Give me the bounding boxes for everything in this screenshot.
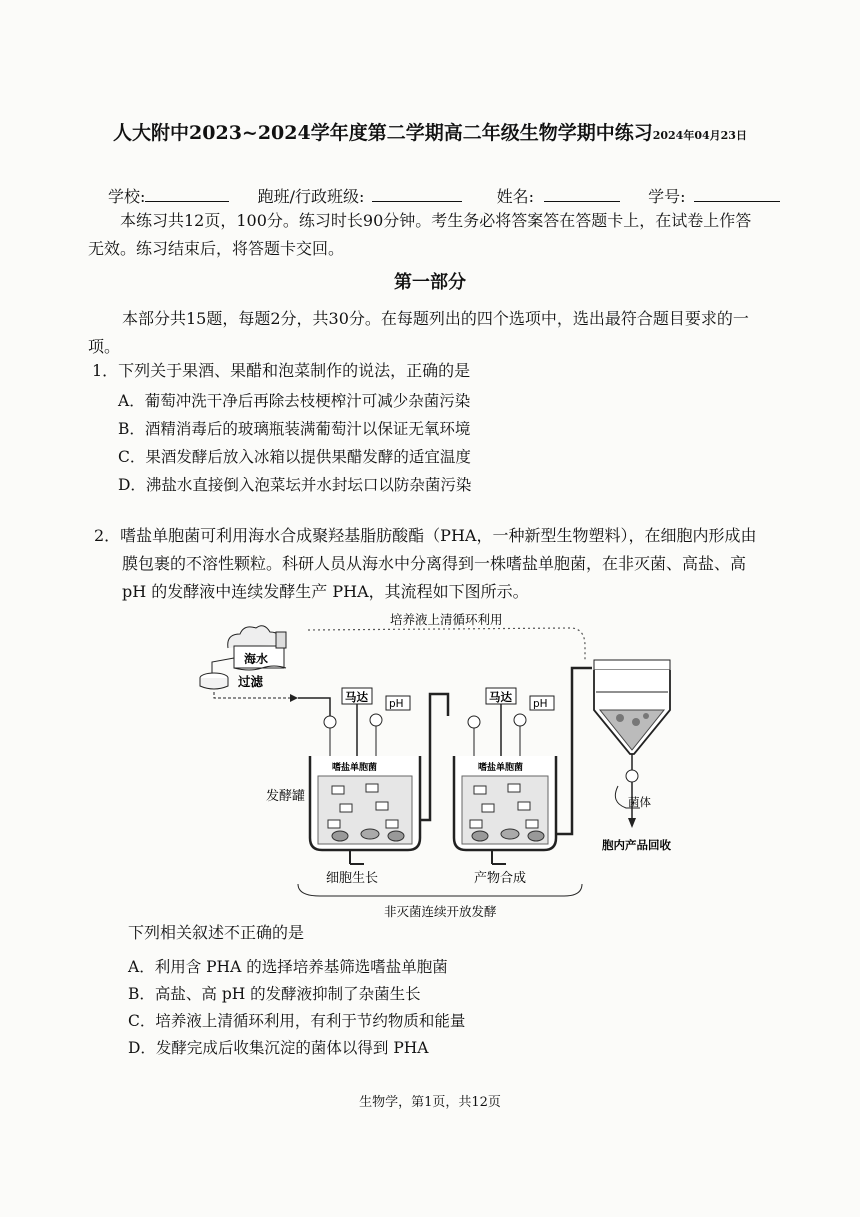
part-instruction-1: 本部分共15题，每题2分，共30分。在每题列出的四个选项中，选出最符合题目要求的一 [122, 309, 749, 328]
q1-option-d[interactable]: D．沸盐水直接倒入泡菜坛并水封坛口以防杂菌污染 [118, 476, 472, 494]
seawater-label: 海水 [244, 652, 269, 666]
q1-option-a[interactable]: A．葡萄冲洗干净后再除去枝梗榨汁可减少杂菌污染 [118, 392, 471, 410]
exam-title: 人大附中2023~2024学年度第二学期高二年级生物学期中练习 [113, 122, 653, 144]
fermentation-diagram [190, 606, 690, 924]
outlet-pipe [556, 668, 592, 834]
intro-line-1: 本练习共12页，100分。练习时长90分钟。考生务必将答案答在答题卡上，在试卷上作答 [120, 211, 752, 230]
q2-option-c[interactable]: C．培养液上清循环利用，有利于节约物质和能量 [128, 1012, 466, 1030]
motor-1-label: 马达 [345, 690, 368, 704]
intro-line-2: 无效。练习结束后，将答题卡交回。 [88, 239, 345, 258]
bacteria-2-label: 嗜盐单胞菌 [478, 763, 524, 773]
bacteria-1-label: 嗜盐单胞菌 [332, 763, 378, 773]
cells-label: 菌体 [628, 795, 651, 809]
q1-option-b[interactable]: B．酒精消毒后的玻璃瓶装满葡萄汁以保证无氧环境 [118, 420, 471, 438]
pipe-to-filter [212, 658, 234, 674]
q2-option-d[interactable]: D．发酵完成后收集沉淀的菌体以得到 PHA [128, 1039, 429, 1057]
tank-1 [310, 688, 420, 864]
info-fields [108, 184, 780, 207]
ph-1-label: pH [389, 698, 404, 710]
student-id-label: 学号: [648, 187, 686, 206]
school-blank[interactable] [145, 187, 229, 202]
class-blank[interactable] [372, 187, 462, 202]
q1-stem: 1．下列关于果酒、果醋和泡菜制作的说法，正确的是 [92, 361, 471, 380]
part-instruction-2: 项。 [88, 337, 121, 356]
ph-2-label: pH [533, 698, 548, 710]
transfer-pipe [420, 694, 448, 820]
page-footer: 生物学，第1页，共12页 [359, 1095, 501, 1110]
motor-2-label: 马达 [489, 690, 512, 704]
filter-label: 过滤 [238, 674, 264, 689]
tank-label: 发酵罐 [266, 789, 306, 804]
filtered-flow [214, 692, 290, 698]
q2-stem-2: 膜包裹的不溶性颗粒。科研人员从海水中分离得到一株嗜盐单胞菌，在非灭菌、高盐、高 [122, 554, 747, 573]
name-label: 姓名: [496, 187, 534, 206]
continuous-label: 非灭菌连续开放发酵 [384, 904, 497, 919]
q2-stem-3: pH 的发酵液中连续发酵生产 PHA，其流程如下图所示。 [122, 582, 529, 601]
q2-stem-1: 2．嗜盐单胞菌可利用海水合成聚羟基脂肪酸酯（PHA，一种新型生物塑料），在细胞内形成由 [94, 526, 757, 545]
exam-date: 2024年04月23日 [652, 129, 747, 142]
q2-option-b[interactable]: B．高盐、高 pH 的发酵液抑制了杂菌生长 [128, 985, 421, 1003]
class-label: 跑班/行政班级: [257, 187, 365, 206]
q1-option-c[interactable]: C．果酒发酵后放入冰箱以提供果醋发酵的适宜温度 [118, 448, 471, 466]
name-blank[interactable] [544, 187, 620, 202]
school-label: 学校: [108, 187, 146, 206]
part-heading: 第一部分 [394, 272, 466, 293]
q2-question: 下列相关叙述不正确的是 [128, 923, 305, 942]
recycle-arrow [308, 628, 585, 661]
page-title [0, 118, 860, 145]
tank-2 [454, 688, 556, 864]
recovery-label: 胞内产品回收 [602, 838, 671, 852]
student-id-blank[interactable] [694, 187, 780, 202]
synthesis-label: 产物合成 [474, 871, 527, 886]
growth-label: 细胞生长 [326, 871, 379, 886]
recycle-label: 培养液上清循环利用 [390, 612, 503, 627]
q2-option-a[interactable]: A．利用含 PHA 的选择培养基筛选嗜盐单胞菌 [128, 958, 448, 976]
